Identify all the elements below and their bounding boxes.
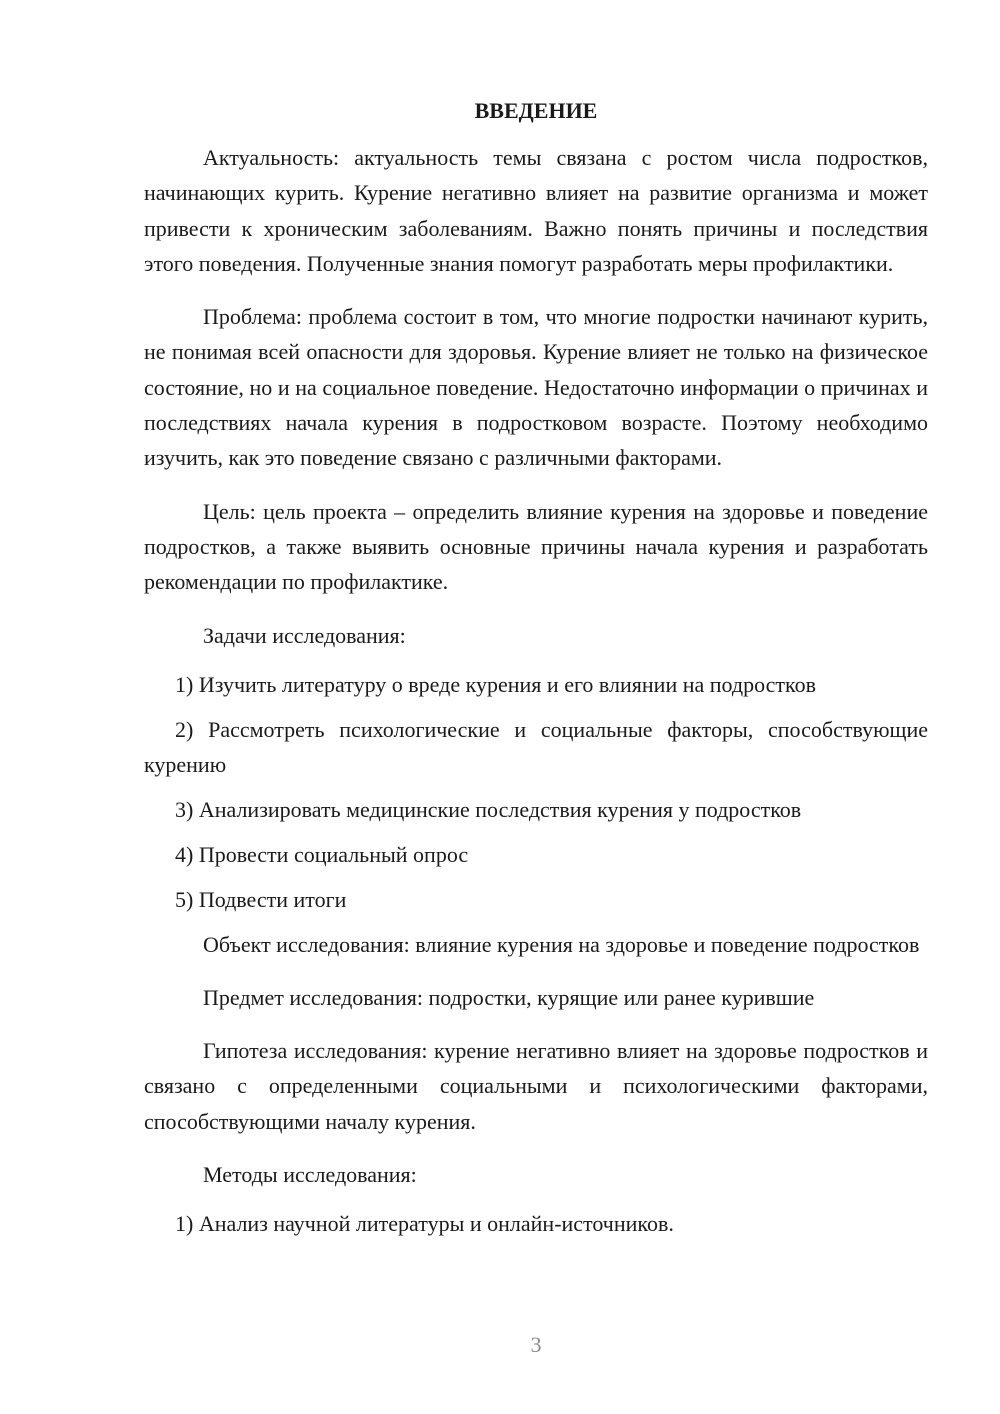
document-page: [144, 96, 928, 1251]
page-number: 3: [530, 1332, 542, 1357]
task-item-3: 3) Анализировать медицинские последствия курения у подростков: [175, 796, 802, 822]
goal-paragraph: Цель: цель проекта – определить влияние курения на здоровье и поведение подростков, а также выявить основные причины начала курения и разработать рекомендации по профилактике.: [144, 498, 928, 595]
relevance-paragraph: Актуальность: актуальность темы связана с ростом числа подростков, начинающих курить. Курение негативно влияет на развитие организма и может привести к хроническим заболеваниям. Важно понять причины и последствия этого поведения. Полученные знания помогут разработать меры профилактики.: [144, 145, 928, 276]
methods-heading: Методы исследования:: [203, 1162, 417, 1188]
task-item-1: 1) Изучить литературу о вреде курения и его влиянии на подростков: [175, 671, 816, 697]
page-title: ВВЕДЕНИЕ: [474, 98, 598, 123]
problem-paragraph: Проблема: проблема состоит в том, что многие подростки начинают курить, не понимая всей опасности для здоровья. Курение влияет не только на физическое состояние, но и на социальное поведение. Недостаточно информации о причинах и последствиях начала курения в подростковом возрасте. Поэтому необходимо изучить, как это поведение связано с различными факторами.: [144, 304, 928, 471]
tasks-heading: Задачи исследования:: [203, 622, 406, 648]
method-item-1: 1) Анализ научной литературы и онлайн-источников.: [175, 1211, 674, 1237]
task-item-2: 2) Рассмотреть психологические и социальные факторы, способствующие курению: [144, 716, 928, 777]
object-paragraph: Объект исследования: влияние курения на здоровье и поведение подростков: [203, 931, 920, 957]
hypothesis-paragraph: Гипотеза исследования: курение негативно влияет на здоровье подростков и связано с определенными социальными и психологическими факторами, способствующими началу курения.: [144, 1038, 928, 1134]
task-item-4: 4) Провести социальный опрос: [175, 841, 469, 867]
subject-paragraph: Предмет исследования: подростки, курящие или ранее курившие: [203, 984, 815, 1010]
task-item-5: 5) Подвести итоги: [175, 886, 347, 912]
